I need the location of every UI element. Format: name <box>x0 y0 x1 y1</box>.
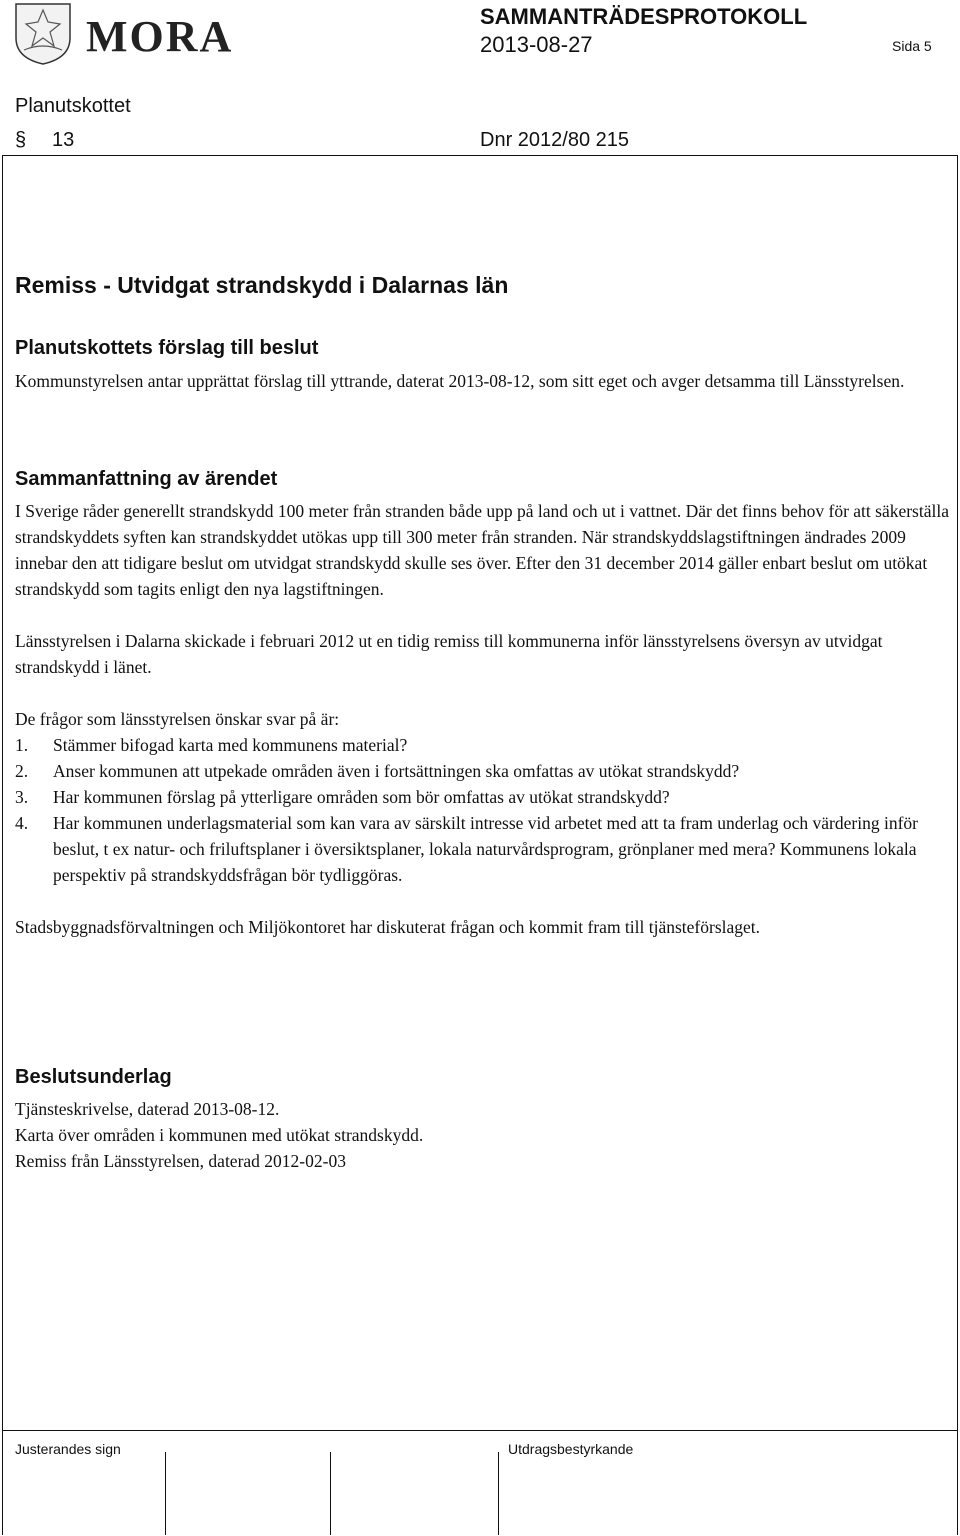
summary-paragraph-1: I Sverige råder generellt strandskydd 100 meter från stranden både upp på land och ut i vattnet. Där det finns behov för att säkerställa strandskyddets syften kan strandskyddet utökas upp till 300 meter från stranden. När strandskyddslagstiftningen ändrades 2009 innebar den att tidigare beslut om utvidgat strandskydd skulle ses över. Efter den 31 december 2014 gäller enbart beslut om utökat strandskydd som tagits enligt den nya lagstiftningen. <box>15 501 949 599</box>
list-item-text: Har kommunen underlagsmaterial som kan vara av särskilt intresse vid arbetet med att ta fram underlag och värdering inför beslut, t ex natur- och friluftsplaner i översiktsplaner, lokala naturvårdsprogram, grönplaner med mera? Kommunens lokala perspektiv på strandskyddsfrågan bör tydliggöras. <box>53 813 918 885</box>
coat-of-arms-icon <box>14 2 72 66</box>
footer-signature-label: Justerandes sign <box>15 1441 121 1457</box>
meeting-date: 2013-08-27 <box>480 32 593 57</box>
list-item-number: 1. <box>15 735 29 755</box>
department-name: Planutskottet <box>15 95 131 117</box>
list-item <box>15 758 955 784</box>
list-item-number: 2. <box>15 761 29 781</box>
frame-footer-divider <box>2 1430 958 1431</box>
list-item-number: 3. <box>15 787 29 807</box>
proposal-paragraph: Kommunstyrelsen antar upprättat förslag till yttrande, daterat 2013-08-12, som sitt eget och avger detsamma till Länsstyrelsen. <box>15 371 905 391</box>
document-type: SAMMANTRÄDESPROTOKOLL <box>480 4 808 29</box>
list-item <box>15 732 955 758</box>
frame-top-border <box>2 155 958 156</box>
footer-certification-label: Utdragsbestyrkande <box>508 1441 634 1457</box>
basis-item: Karta över områden i kommunen med utökat strandskydd. <box>15 1125 424 1145</box>
summary-paragraph-3: Stadsbyggnadsförvaltningen och Miljökontoret har diskuterat frågan och kommit fram till tjänsteförslaget. <box>15 917 761 937</box>
basis-list <box>15 1096 955 1174</box>
proposal-text <box>15 368 955 394</box>
list-item-text: Har kommunen förslag på ytterligare områden som bör omfattas av utökat strandskydd? <box>53 787 670 807</box>
summary-paragraph-2: Länsstyrelsen i Dalarna skickade i februari 2012 ut en tidig remiss till kommunerna inför länsstyrelsens översyn av utvidgat strandskydd i länet. <box>15 631 883 677</box>
list-item <box>15 810 955 888</box>
list-item-text: Stämmer bifogad karta med kommunens material? <box>53 735 408 755</box>
proposal-heading: Planutskottets förslag till beslut <box>15 337 319 359</box>
frame-left-border <box>2 155 3 1535</box>
page-number: Sida 5 <box>892 38 932 54</box>
paragraph-sign: § <box>15 129 27 151</box>
questions-list <box>15 732 955 888</box>
document-title: Remiss - Utvidgat strandskydd i Dalarnas län <box>15 272 509 298</box>
list-item <box>15 784 955 810</box>
summary-section <box>15 498 955 940</box>
basis-item: Remiss från Länsstyrelsen, daterad 2012-02-03 <box>15 1151 346 1171</box>
signature-box-divider <box>330 1452 331 1535</box>
signature-box-divider <box>498 1452 499 1535</box>
mora-logo: MORA <box>86 12 234 61</box>
registration-number: Dnr 2012/80 215 <box>480 129 630 151</box>
summary-heading: Sammanfattning av ärendet <box>15 468 278 490</box>
paragraph-number: 13 <box>52 129 75 151</box>
basis-item: Tjänsteskrivelse, daterad 2013-08-12. <box>15 1099 280 1119</box>
questions-intro: De frågor som länsstyrelsen önskar svar på är: <box>15 709 340 729</box>
list-item-number: 4. <box>15 813 29 833</box>
frame-right-border <box>957 155 958 1535</box>
basis-heading: Beslutsunderlag <box>15 1066 172 1088</box>
signature-box-divider <box>165 1452 166 1535</box>
list-item-text: Anser kommunen att utpekade områden även i fortsättningen ska omfattas av utökat strandskydd? <box>53 761 740 781</box>
